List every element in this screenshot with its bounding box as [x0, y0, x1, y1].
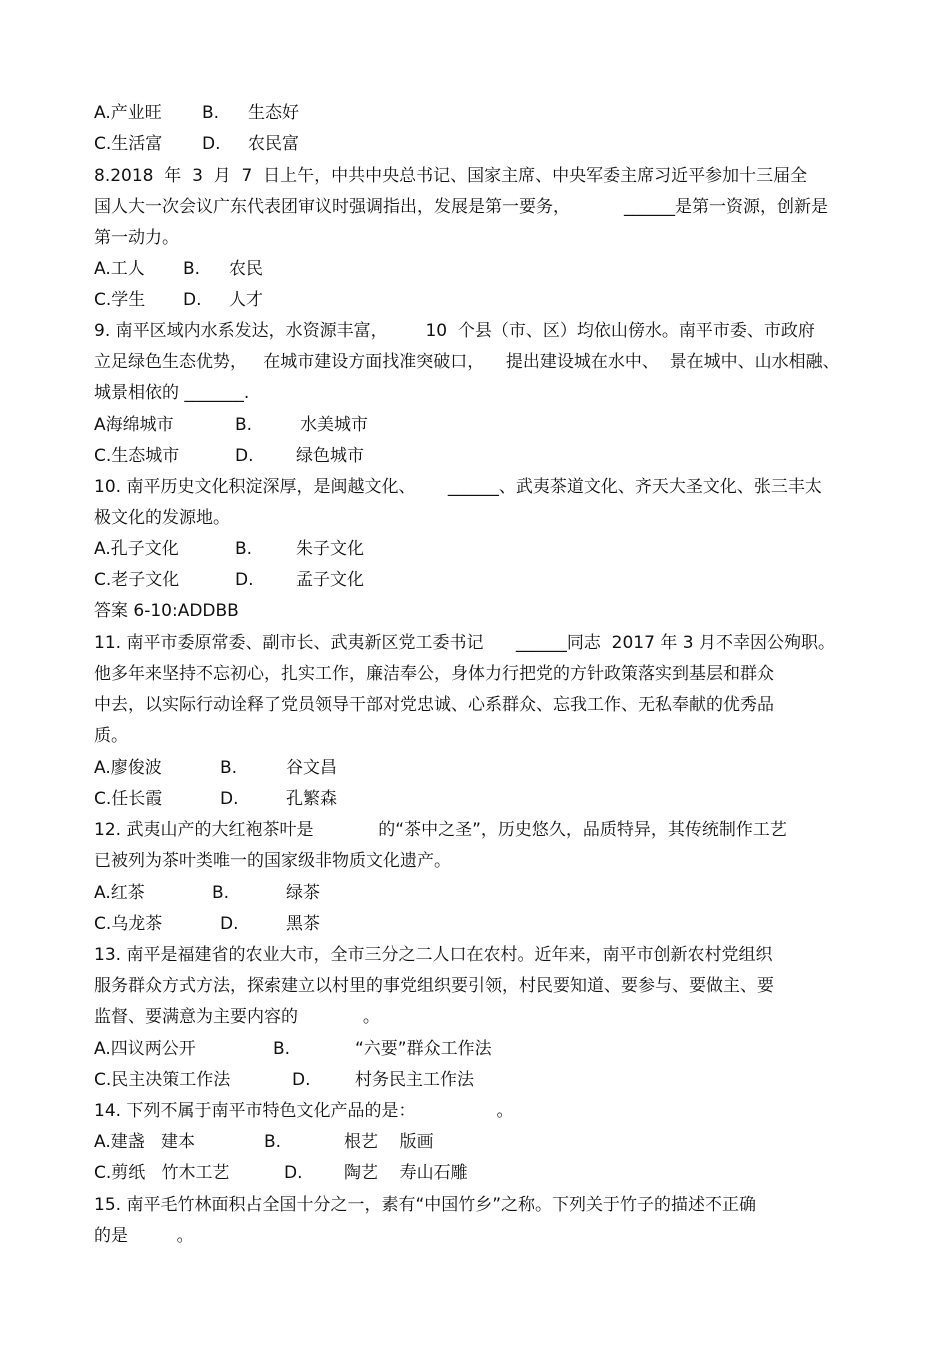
q7-option-c: C.生活富	[94, 134, 163, 154]
q10-option-a: A.孔子文化	[94, 539, 179, 559]
q8-stem-line-3: 第一动力。	[94, 228, 179, 248]
q9-stem-line-2: 立足绿色生态优势， 在城市建设方面找准突破口， 提出建设城在水中、 景在城中、山水相融、	[94, 352, 840, 372]
q13-option-c: C.民主决策工作法	[94, 1070, 231, 1090]
q9-option-d-letter: D.	[235, 446, 254, 466]
q9-option-d: 绿色城市	[296, 446, 364, 466]
q8-option-b: 农民	[229, 259, 263, 279]
q11-option-d-letter: D.	[220, 789, 239, 809]
q10-stem-line-1: 10. 南平历史文化积淀深厚，是闽越文化、 ______、武夷茶道文化、齐天大圣文化、张三丰太	[94, 477, 822, 497]
q11-stem-line-3: 中去，以实际行动诠释了党员领导干部对党忠诚、心系群众、忘我工作、无私奉献的优秀品	[94, 695, 774, 715]
q7-option-d: 农民富	[248, 134, 299, 154]
q12-option-d: 黑茶	[286, 914, 320, 934]
q14-option-b: 根艺 版画	[344, 1132, 434, 1152]
q13-stem-line-2: 服务群众方式方法，探索建立以村里的事党组织要引领，村民要知道、要参与、要做主、要	[94, 976, 774, 996]
q15-stem-line-1: 15. 南平毛竹林面积占全国十分之一，素有“中国竹乡”之称。下列关于竹子的描述不正确	[94, 1195, 757, 1215]
q13-option-a: A.四议两公开	[94, 1039, 196, 1059]
q12-option-c: C.乌龙茶	[94, 914, 163, 934]
q8-option-d-letter: D.	[183, 290, 202, 310]
q8-stem-line-1: 8.2018 年 3 月 7 日上午，中共中央总书记、国家主席、中央军委主席习近平参加十三届全	[94, 166, 808, 186]
answer-key: 答案 6-10:ADDBB	[94, 601, 239, 621]
q11-stem-line-2: 他多年来坚持不忘初心，扎实工作，廉洁奉公，身体力行把党的方针政策落实到基层和群众	[94, 664, 774, 684]
q11-option-c: C.任长霞	[94, 789, 163, 809]
q11-option-a: A.廖俊波	[94, 758, 162, 778]
q8-stem-line-2: 国人大一次会议广东代表团审议时强调指出，发展是第一要务， ______是第一资源，创新是	[94, 197, 829, 217]
q13-option-d-letter: D.	[292, 1070, 311, 1090]
q14-option-a: A.建盏 建本	[94, 1132, 195, 1152]
q8-option-c: C.学生	[94, 290, 146, 310]
q10-option-b-letter: B.	[235, 539, 253, 559]
q9-option-c: C.生态城市	[94, 446, 180, 466]
q11-option-b: 谷文昌	[286, 758, 337, 778]
q11-stem-line-4: 质。	[94, 726, 128, 746]
q11-option-b-letter: B.	[220, 758, 238, 778]
q13-option-b: “六要”群众工作法	[355, 1039, 492, 1059]
q7-option-a: A.产业旺	[94, 103, 162, 123]
q9-option-a: A海绵城市	[94, 415, 174, 435]
q13-option-b-letter: B.	[273, 1039, 291, 1059]
q8-option-d: 人才	[229, 290, 263, 310]
q14-option-b-letter: B.	[264, 1132, 282, 1152]
q12-option-d-letter: D.	[220, 914, 239, 934]
q12-option-a: A.红茶	[94, 883, 145, 903]
q10-stem-line-2: 极文化的发源地。	[94, 508, 230, 528]
q14-stem-line-1: 14. 下列不属于南平市特色文化产品的是： 。	[94, 1101, 514, 1121]
q7-option-d-letter: D.	[202, 134, 221, 154]
q10-option-c: C.老子文化	[94, 570, 180, 590]
q10-option-d: 孟子文化	[296, 570, 364, 590]
q11-stem-line-1: 11. 南平市委原常委、副市长、武夷新区党工委书记 ______同志 2017 年 3 月不幸因公殉职。	[94, 633, 835, 653]
q7-option-b: 生态好	[248, 103, 299, 123]
q14-option-d-letter: D.	[284, 1163, 303, 1183]
q7-option-b-letter: B.	[202, 103, 220, 123]
q9-stem-line-1: 9. 南平区域内水系发达，水资源丰富， 10 个县（市、区）均依山傍水。南平市委、市政府	[94, 321, 815, 341]
q12-option-b: 绿茶	[286, 883, 320, 903]
q9-option-b-letter: B.	[235, 415, 253, 435]
q12-stem-line-2: 已被列为茶叶类唯一的国家级非物质文化遗产。	[94, 851, 451, 871]
q10-option-d-letter: D.	[235, 570, 254, 590]
q14-option-c: C.剪纸 竹木工艺	[94, 1163, 230, 1183]
q11-option-d: 孔繁森	[286, 789, 337, 809]
q10-option-b: 朱子文化	[296, 539, 364, 559]
q9-stem-line-3: 城景相依的 _______.	[94, 383, 250, 403]
q9-option-b: 水美城市	[300, 415, 368, 435]
q14-option-d: 陶艺 寿山石雕	[344, 1163, 468, 1183]
q12-stem-line-1: 12. 武夷山产的大红袍茶叶是 的“茶中之圣”，历史悠久，品质特异，其传统制作工艺	[94, 820, 787, 840]
q13-stem-line-3: 监督、要满意为主要内容的 。	[94, 1007, 380, 1027]
q13-option-d: 村务民主工作法	[355, 1070, 474, 1090]
q12-option-b-letter: B.	[212, 883, 230, 903]
q8-option-b-letter: B.	[183, 259, 201, 279]
q13-stem-line-1: 13. 南平是福建省的农业大市，全市三分之二人口在农村。近年来，南平市创新农村党组织	[94, 945, 773, 965]
q8-option-a: A.工人	[94, 259, 145, 279]
q15-stem-line-2: 的是 。	[94, 1226, 194, 1246]
